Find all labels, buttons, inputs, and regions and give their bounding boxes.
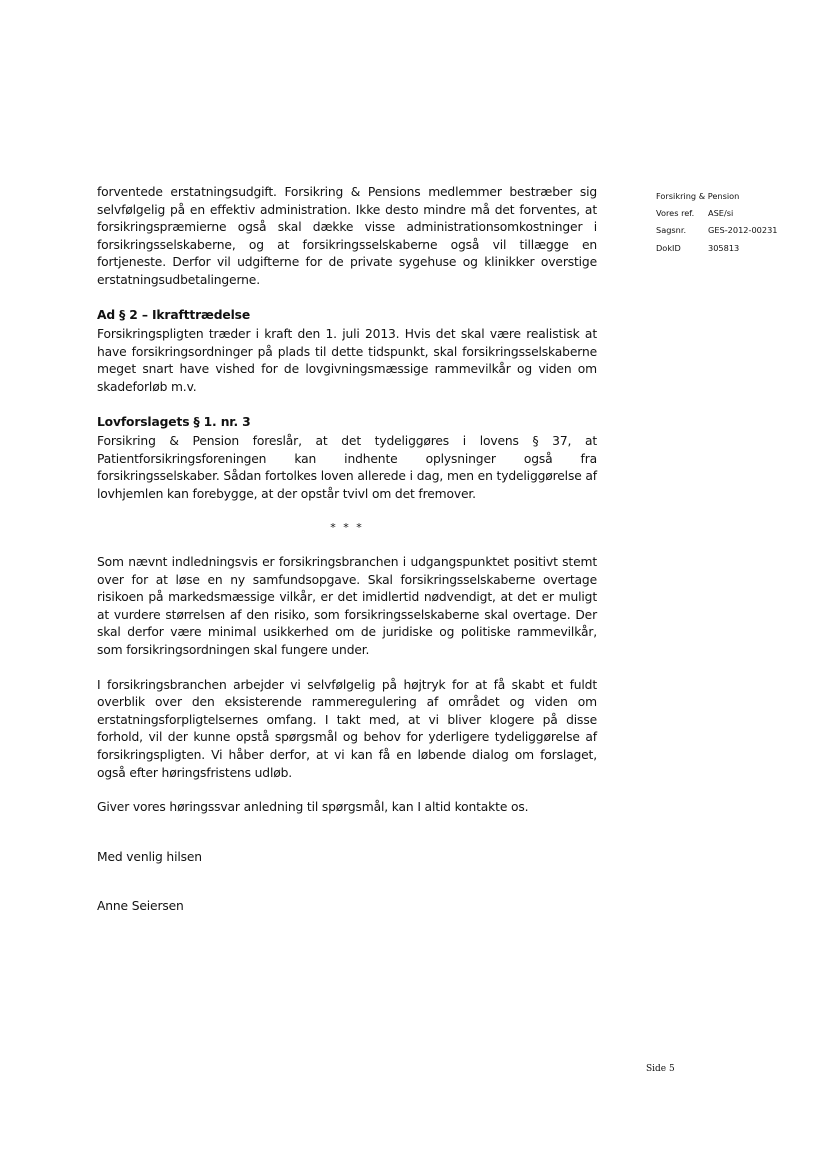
document-id-label: DokID — [656, 242, 681, 253]
paragraph-contact: Giver vores høringssvar anledning til spørgsmål, kan I altid kontakte os. — [97, 800, 529, 815]
paragraph-admin-costs: forventede erstatningsudgift. Forsikring & Pensions medlemmer bestræber sig selvfølgelig på en effektiv administration. Ikke desto mindre må det forventes, at forsikringspræmierne også skal dække visse administrationsomkostninger i forsikringsselskaberne, og at forsikringsselskaberne også vil tillægge en fortjeneste. Derfor vil udgifterne for de private sygehuse og klinikker overstige erstatningsudbetalingerne. — [97, 185, 597, 287]
paragraph-dialog: I forsikringsbranchen arbejder vi selvfølgelig på højtryk for at få skabt et fuldt overblik over den eksisterende rammeregulering af området og viden om erstatningsforpligtelsernes omfang. I takt med, at vi bliver klogere på disse forhold, vil der kunne opstå spørgsmål og behov for yderligere tydeliggørelse af forsikringspligten. Vi håber derfor, at vi kan få en løbende dialog om forslaget, også efter høringsfristens udløb. — [97, 677, 597, 780]
closing-greeting: Med venlig hilsen — [97, 849, 202, 864]
reference-block — [656, 188, 778, 257]
paragraph-samfundsopgave: Som nævnt indledningsvis er forsikringsbranchen i udgangspunktet positivt stemt over for at løse en ny samfundsopgave. Skal forsikringsselskaberne overtage risikoen på markedsmæssige vilkår, er det imidlertid nødvendigt, at det er muligt at vurdere størrelsen af den risiko, som forsikringsselskaberne skal overtage. Der skal derfor være minimal usikkerhed om de juridiske og politiske rammevilkår, som forsikringsordningen skal fungere under. — [97, 555, 597, 658]
case-number-value: GES-2012-00231 — [708, 225, 778, 236]
paragraph-lovforslag: Forsikring & Pension foreslår, at det tydeliggøres i lovens § 37, at Patientforsikringsforeningen kan indhente oplysninger også fra forsikringsselskaber. Sådan fortolkes loven allerede i dag, men en tydeliggørelse af lovhjemlen kan forebygge, at der opstår tvivl om det fremover. — [97, 434, 597, 501]
document-id-row — [656, 240, 778, 257]
section-heading-lovforslag: Lovforslagets § 1. nr. 3 — [97, 414, 251, 429]
document-id-value: 305813 — [708, 242, 740, 253]
case-number-label: Sagsnr. — [656, 225, 687, 236]
reference-row — [656, 205, 778, 222]
letter-body — [97, 184, 597, 916]
signature-name: Anne Seiersen — [97, 899, 184, 914]
reference-label: Vores ref. — [656, 208, 695, 219]
page-number: Side 5 — [646, 1064, 675, 1074]
organization-name: Forsikring & Pension — [656, 191, 740, 201]
reference-value: ASE/si — [708, 208, 734, 219]
section-separator: * * * — [330, 520, 364, 534]
case-number-row — [656, 222, 778, 239]
section-heading-ikrafttraedelse: Ad § 2 – Ikrafttrædelse — [97, 307, 251, 322]
paragraph-ikrafttraedelse: Forsikringspligten træder i kraft den 1. juli 2013. Hvis det skal være realistisk at have forsikringsordninger på plads til dette tidspunkt, skal forsikringsselskaberne meget snart have vished for de lovgivningsmæssige rammevilkår og viden om skadeforløb m.v. — [97, 327, 597, 394]
